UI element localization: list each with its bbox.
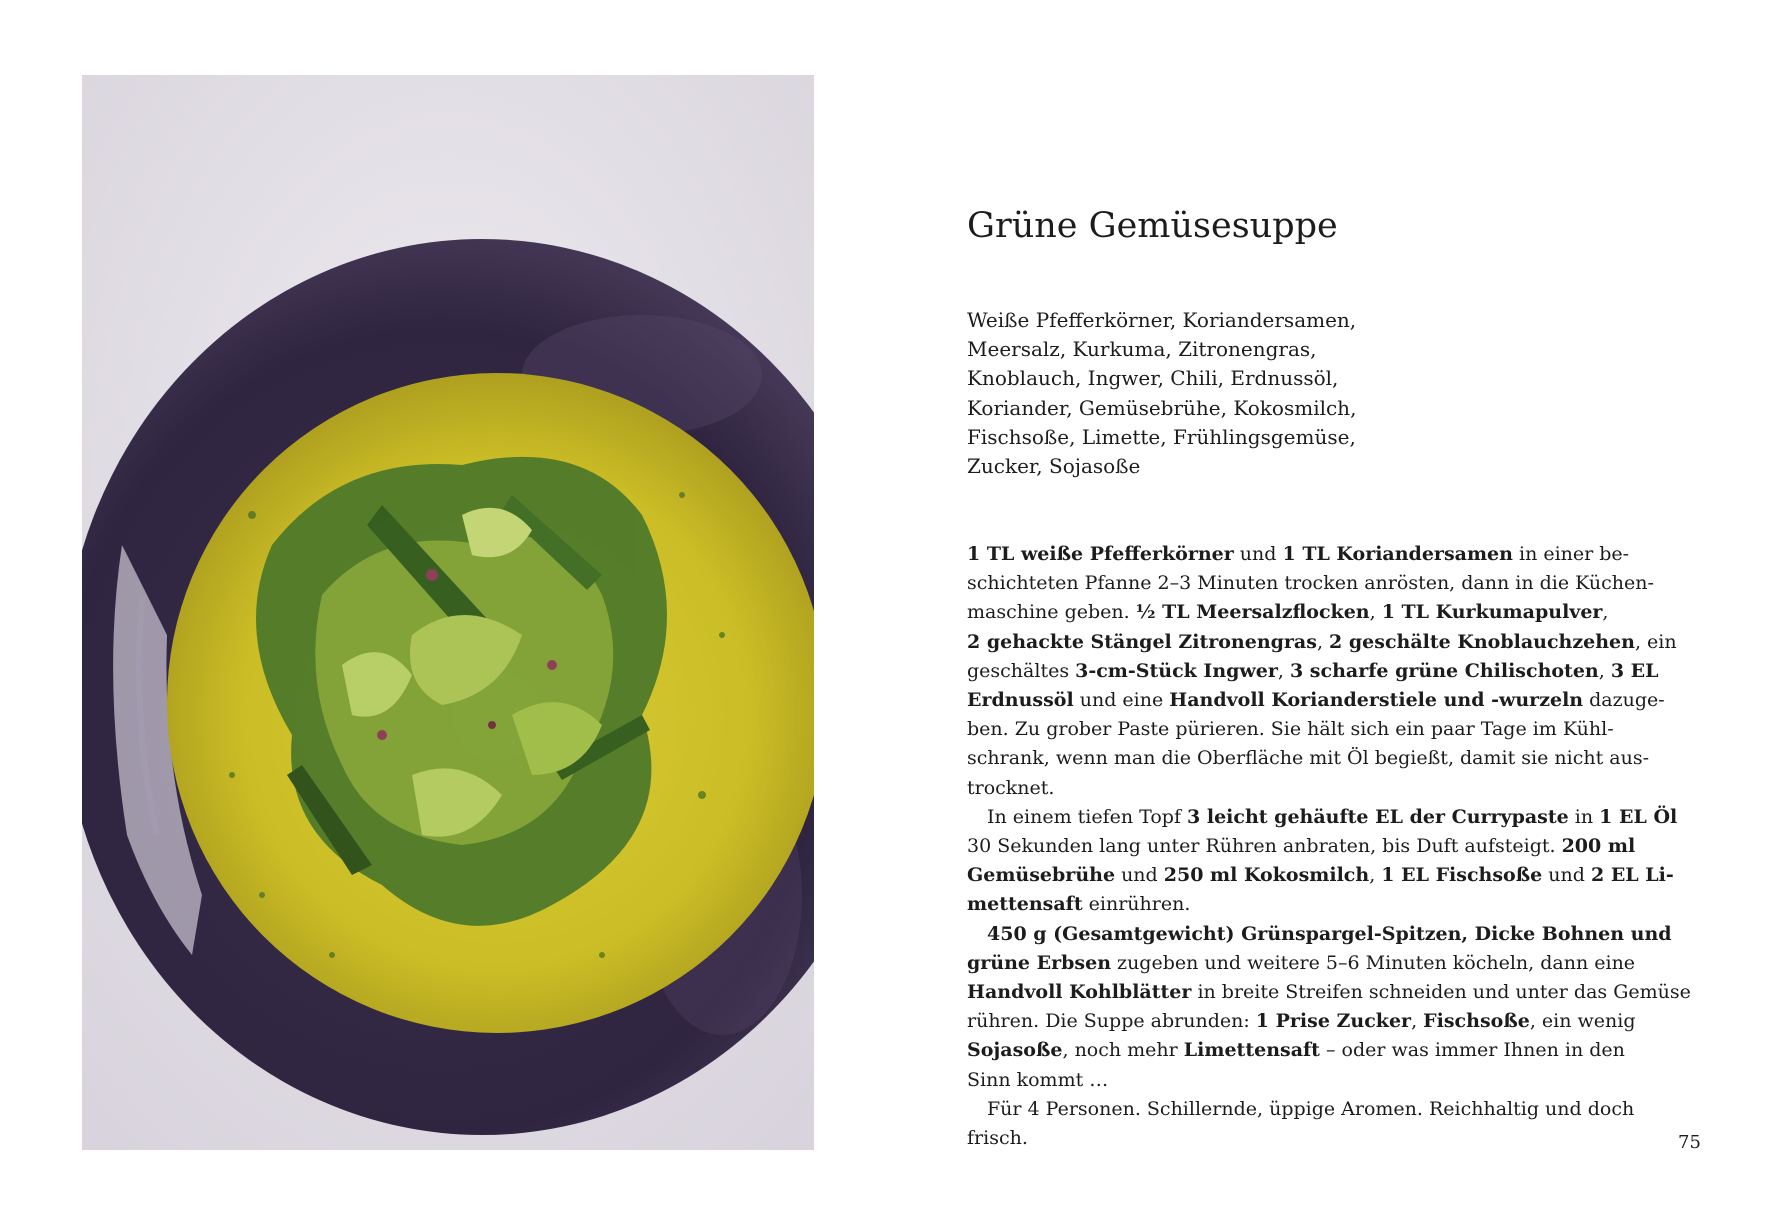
method-ingredient-bold: ½ TL Meersalzflocken (1135, 601, 1370, 624)
method-text: 30 Sekunden lang unter Rühren anbraten, bis Duft aufsteigt. (967, 835, 1562, 858)
method-line (967, 949, 1691, 978)
method-line (967, 540, 1691, 569)
method-text: Sinn kommt … (967, 1068, 1109, 1091)
method-ingredient-bold: 1 TL Koriandersamen (1282, 543, 1513, 565)
soup-bowl-illustration (82, 75, 814, 1150)
method-text: und (1115, 864, 1164, 887)
method-text: – oder was immer Ihnen in den (1319, 1039, 1625, 1062)
method-ingredient-bold: 200 ml (1561, 835, 1636, 858)
method-ingredient-bold: mettensaft (967, 893, 1083, 916)
method-line (967, 1124, 1691, 1153)
method-line (967, 569, 1691, 598)
method-ingredient-bold: grüne Erbsen (967, 951, 1112, 974)
method-text: dazuge- (1583, 689, 1665, 712)
method-ingredient-bold: 1 EL Öl (1599, 805, 1678, 828)
method-text: , ein wenig (1529, 1010, 1636, 1033)
method-ingredient-bold: Erdnussöl (967, 689, 1074, 712)
method-ingredient-bold: 250 ml Kokosmilch (1163, 864, 1370, 887)
method-ingredient-bold: 2 gehackte Stängel Zitronengras (967, 630, 1317, 653)
method-ingredient-bold: Gemüsebrühe (967, 864, 1116, 887)
method-ingredient-bold: 3 scharfe grüne Chilischoten (1289, 659, 1599, 682)
method-text: rühren. Die Suppe abrunden: (967, 1010, 1256, 1033)
method-ingredient-bold: Fischsoße (1423, 1010, 1530, 1033)
method-text: trocknet. (967, 776, 1055, 799)
method-text: Für 4 Personen. Schillernde, üppige Aromen. Reichhaltig und doch (987, 1097, 1635, 1120)
method-text: zugeben und weitere 5–6 Minuten köcheln, dann eine (1111, 951, 1636, 974)
method-text: , (1277, 659, 1290, 682)
method-line (967, 1007, 1691, 1036)
ingredient-line: Koriander, Gemüsebrühe, Kokosmilch, (967, 395, 1357, 420)
method-text: , ein (1634, 630, 1677, 653)
method-line (967, 832, 1691, 861)
method-line (967, 920, 1691, 949)
method-text: ben. Zu grober Paste pürieren. Sie hält sich ein paar Tage im Kühl- (967, 718, 1614, 741)
method-text: frisch. (967, 1127, 1028, 1150)
method-ingredient-bold: 2 EL Li- (1590, 864, 1674, 887)
method-text: schrank, wenn man die Oberfläche mit Öl begießt, damit sie nicht aus- (967, 747, 1649, 770)
method-text: , noch mehr (1062, 1039, 1184, 1062)
method-ingredient-bold: 1 EL Fischsoße (1381, 864, 1543, 887)
method-ingredient-bold: 2 geschälte Knoblauchzehen (1329, 630, 1635, 653)
method-text: , (1369, 601, 1382, 624)
method-ingredient-bold: Limettensaft (1183, 1039, 1320, 1062)
method-line (967, 1066, 1691, 1095)
method-line (967, 657, 1691, 686)
ingredient-line: Meersalz, Kurkuma, Zitronengras, (967, 337, 1317, 362)
ingredient-line: Knoblauch, Ingwer, Chili, Erdnussöl, (967, 366, 1339, 391)
method-text: , (1316, 630, 1330, 653)
method-ingredient-bold: 1 TL weiße Pfefferkörner (967, 543, 1234, 565)
method-line (967, 744, 1691, 773)
method-ingredient-bold: 3 EL (1610, 659, 1659, 682)
method-ingredient-bold: Handvoll Korianderstiele und -wurzeln (1169, 689, 1584, 712)
method-text: maschine geben. (967, 601, 1136, 624)
method-text: und eine (1073, 689, 1170, 712)
method-text: in (1568, 805, 1600, 828)
method-ingredient-bold: 3-cm-Stück Ingwer (1075, 659, 1278, 682)
method-line (967, 598, 1691, 627)
method-text: in einer be- (1512, 543, 1630, 565)
method-ingredient-bold: 450 g (Gesamtgewicht) Grünspargel-Spitzen, Dicke Bohnen und (987, 922, 1672, 945)
recipe-title: Grüne Gemüsesuppe (967, 206, 1338, 246)
method-text: in breite Streifen schneiden und unter das Gemüse (1191, 981, 1691, 1004)
method-text: einrühren. (1082, 893, 1191, 916)
method-line (967, 628, 1691, 657)
method-line (967, 715, 1691, 744)
method-line (967, 1095, 1691, 1124)
method-ingredient-bold: 3 leicht gehäufte EL der Currypaste (1187, 805, 1569, 828)
method-ingredient-bold: 1 Prise Zucker (1255, 1010, 1412, 1033)
method-text: , (1369, 864, 1382, 887)
method-line (967, 774, 1691, 803)
method-line (967, 686, 1691, 715)
method-ingredient-bold: 1 TL Kurkumapulver (1381, 601, 1603, 624)
ingredient-line: Fischsoße, Limette, Frühlingsgemüse, (967, 424, 1356, 449)
method-line (967, 978, 1691, 1007)
method-text: und (1542, 864, 1591, 887)
method-ingredient-bold: Handvoll Kohlblätter (967, 981, 1192, 1004)
soup-bowl-photo (82, 75, 814, 1150)
method-line (967, 890, 1691, 919)
method-ingredient-bold: Sojasoße (967, 1039, 1063, 1062)
method-text: , (1411, 1010, 1424, 1033)
method-line (967, 803, 1691, 832)
method-line (967, 861, 1691, 890)
ingredient-list (967, 306, 1356, 481)
method-text: In einem tiefen Topf (987, 805, 1188, 828)
method-text: , (1598, 659, 1611, 682)
recipe-method (967, 540, 1691, 1153)
method-line (967, 1036, 1691, 1065)
method-text: , (1602, 601, 1609, 624)
ingredient-line: Weiße Pfefferkörner, Koriandersamen, (967, 308, 1357, 332)
ingredient-line: Zucker, Sojasoße (967, 454, 1141, 479)
method-text: schichteten Pfanne 2–3 Minuten trocken anrösten, dann in die Küchen- (967, 572, 1654, 595)
method-text: und (1233, 543, 1283, 565)
method-text: geschältes (967, 659, 1076, 682)
page-number: 75 (1678, 1132, 1701, 1153)
